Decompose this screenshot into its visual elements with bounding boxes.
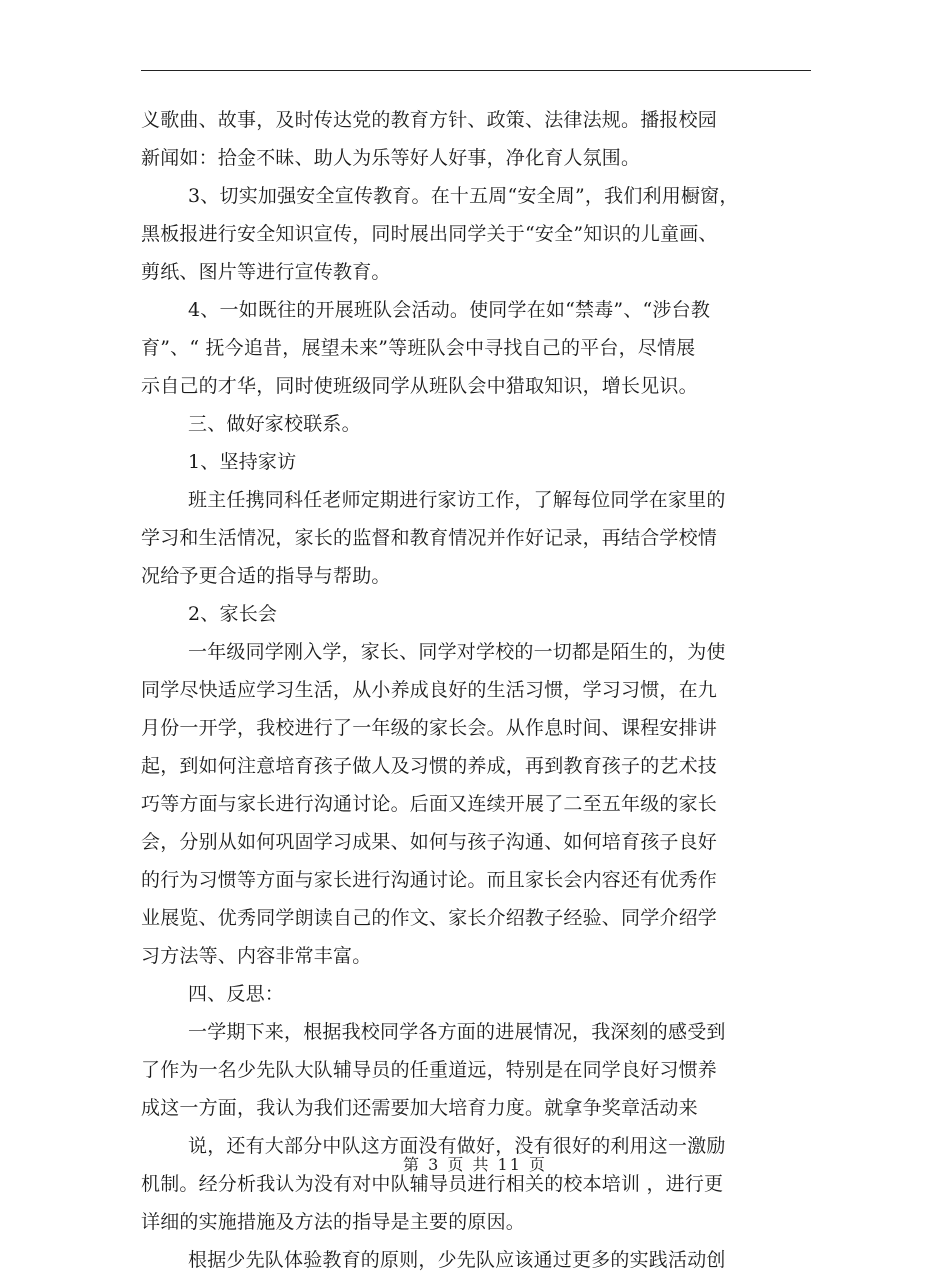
text-line: 一学期下来，根据我校同学各方面的进展情况，我深刻的感受到 [188,1021,726,1043]
text-line: 机制。经分析我认为没有对中队辅导员进行相关的校本培训 ，进行更 [141,1173,724,1195]
text-line: 的行为习惯等方面与家长进行沟通讨论。而且家长会内容还有优秀作 [141,869,718,891]
text-line: 月份一开学，我校进行了一年级的家长会。从作息时间、课程安排讲 [141,717,718,739]
text-line: 剪纸、图片等进行宣传教育。 [141,261,391,283]
text-line: 1、坚持家访 [188,451,297,473]
page-number-footer: 第 3 页 共 11 页 [403,1155,547,1174]
text-line: 2、家长会 [188,603,278,625]
text-line: 黑板报进行安全知识宣传，同时展出同学关于“安全”知识的儿童画、 [141,223,718,245]
text-line: 巧等方面与家长进行沟通讨论。后面又连续开展了二至五年级的家长 [141,793,718,815]
text-line: 起，到如何注意培育孩子做人及习惯的养成，再到教育孩子的艺术技 [141,755,718,777]
text-line: 一年级同学刚入学，家长、同学对学校的一切都是陌生的，为使 [188,641,726,663]
text-line: 业展览、优秀同学朗读自己的作文、家长介绍教子经验、同学介绍学 [141,907,718,929]
header-rule [141,70,811,71]
text-line: 同学尽快适应学习生活，从小养成良好的生活习惯，学习习惯，在九 [141,679,718,701]
text-line: 说，还有大部分中队这方面没有做好，没有很好的利用这一激励 [188,1135,726,1157]
text-line: 4、一如既往的开展班队会活动。使同学在如“禁毒”、“涉台教 [188,299,711,321]
text-line: 三、做好家校联系。 [188,413,361,435]
document-body [141,101,811,1279]
text-line: 成这一方面，我认为我们还需要加大培育力度。就拿争奖章活动来 [141,1097,698,1119]
text-line: 示自己的才华，同时使班级同学从班队会中猎取知识，增长见识。 [141,375,698,397]
text-line: 习方法等、内容非常丰富。 [141,945,372,967]
text-line: 育”、“ 抚今追昔，展望未来”等班队会中寻找自己的平台，尽情展 [141,337,696,359]
text-line: 四、反思： [188,983,285,1005]
text-line: 况给予更合适的指导与帮助。 [141,565,391,587]
text-line: 了作为一名少先队大队辅导员的任重道远，特别是在同学良好习惯养 [141,1059,718,1081]
text-line: 3、切实加强安全宣传教育。在十五周“安全周”，我们利用橱窗， [188,185,739,207]
text-line: 详细的实施措施及方法的指导是主要的原因。 [141,1211,526,1233]
text-line: 义歌曲、故事，及时传达党的教育方针、政策、法律法规。播报校园 [141,109,718,131]
text-line: 根据少先队体验教育的原则，少先队应该通过更多的实践活动创 [188,1249,726,1271]
text-line: 班主任携同科任老师定期进行家访工作，了解每位同学在家里的 [188,489,726,511]
text-line: 学习和生活情况，家长的监督和教育情况并作好记录，再结合学校情 [141,527,718,549]
text-line: 新闻如：拾金不昧、助人为乐等好人好事，净化育人氛围。 [141,147,641,169]
text-line: 会，分别从如何巩固学习成果、如何与孩子沟通、如何培育孩子良好 [141,831,718,853]
